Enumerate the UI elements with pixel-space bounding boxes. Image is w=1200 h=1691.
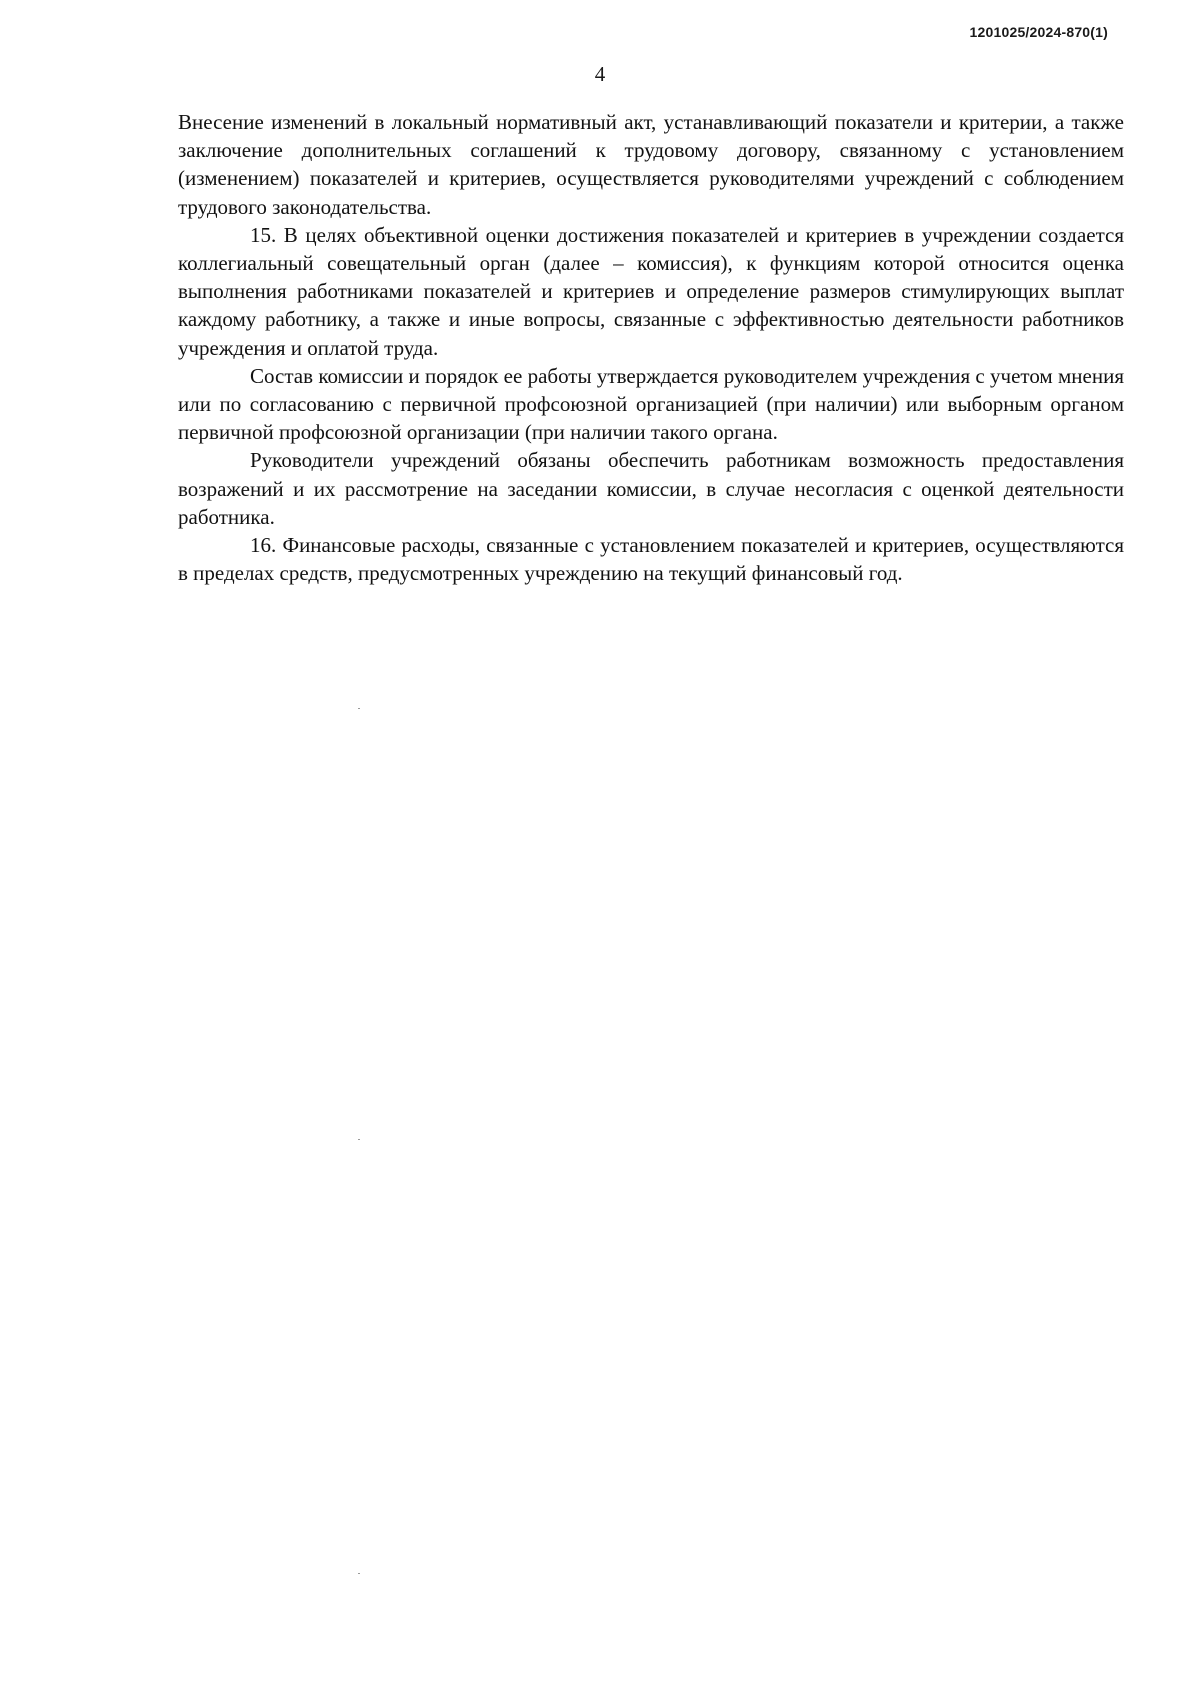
scan-speck — [358, 1139, 360, 1140]
paragraph-16-expenses: 16. Финансовые расходы, связанные с установлением показателей и критериев, осуществляются в пределах средств, предусмотренных учреждению на текущий финансовый год. — [178, 533, 1124, 586]
document-number: 1201025/2024-870(1) — [969, 24, 1108, 40]
paragraph-objections: Руководители учреждений обязаны обеспечить работникам возможность предоставления возражений и их рассмотрение на заседании комиссии, в случае несогласия с оценкой деятельности работника. — [178, 448, 1124, 529]
paragraph-commission-composition: Состав комиссии и порядок ее работы утверждается руководителем учреждения с учетом мнения или по согласованию с первичной профсоюзной организацией (при наличии) или выборным органом первичной профсоюзной организации (при наличии такого органа. — [178, 363, 1124, 445]
scan-speck — [358, 708, 360, 709]
document-body — [178, 108, 1124, 587]
page-number: 4 — [594, 62, 606, 86]
scan-speck — [358, 1573, 360, 1574]
paragraph-15-commission: 15. В целях объективной оценки достижения показателей и критериев в учреждении создается коллегиальный совещательный орган (далее – комиссия), к функциям которой относится оценка выполнения работниками показателей и критериев и определение размеров стимулирующих выплат каждому работнику, а также и иные вопросы, связанные с эффективностью деятельности работников учреждения и оплатой труда. — [178, 222, 1124, 360]
paragraph-amendments: Внесение изменений в локальный нормативный акт, устанавливающий показатели и критерии, а также заключение дополнительных соглашений к трудовому договору, связанному с установлением (изменением) показателей и критериев, осуществляется руководителями учреждений с соблюдением трудового законодательства. — [178, 110, 1124, 219]
